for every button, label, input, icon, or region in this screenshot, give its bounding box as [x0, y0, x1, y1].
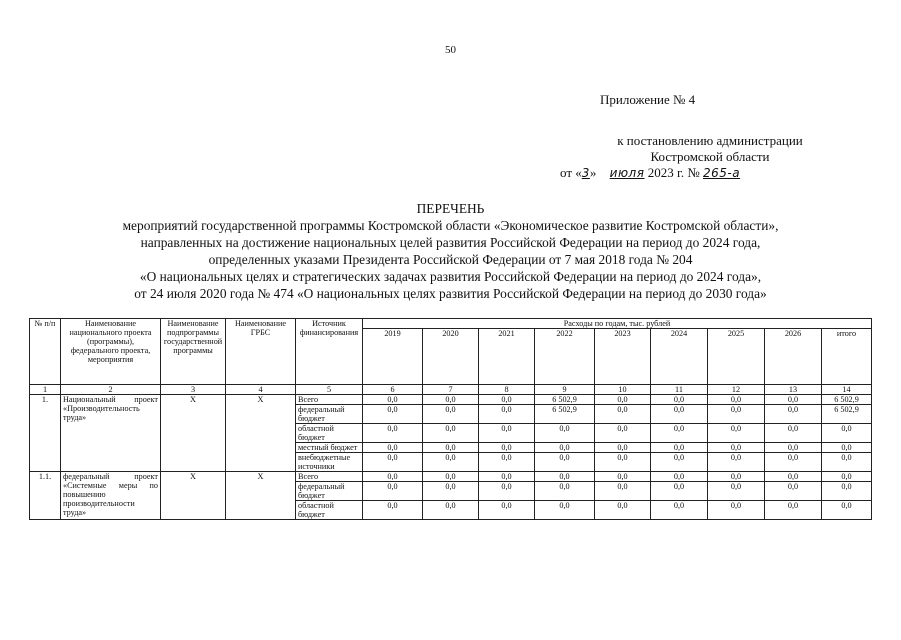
year-value-cell: 0,0: [765, 453, 822, 472]
year-value-cell: 0,0: [535, 424, 595, 443]
total-value-cell: 6 502,9: [822, 405, 872, 424]
year-value-cell: 0,0: [708, 501, 765, 520]
column-number: 1: [30, 385, 61, 395]
column-number: 13: [765, 385, 822, 395]
funding-source: внебюджетные источники: [296, 453, 363, 472]
funding-source: областной бюджет: [296, 501, 363, 520]
year-value-cell: 0,0: [595, 395, 651, 405]
column-number: 12: [708, 385, 765, 395]
year-value-cell: 0,0: [535, 482, 595, 501]
year-value-cell: 0,0: [651, 395, 708, 405]
column-number: 10: [595, 385, 651, 395]
year-value-cell: 0,0: [651, 453, 708, 472]
year-value-cell: 0,0: [708, 405, 765, 424]
total-value-cell: 6 502,9: [822, 395, 872, 405]
date-mid: »: [589, 165, 597, 180]
year-value-cell: 0,0: [535, 472, 595, 482]
year-value-cell: 6 502,9: [535, 405, 595, 424]
header-year: 2022: [535, 329, 595, 385]
year-value-cell: 0,0: [423, 405, 479, 424]
year-value-cell: 0,0: [423, 453, 479, 472]
year-value-cell: 0,0: [479, 482, 535, 501]
year-value-cell: 0,0: [535, 501, 595, 520]
header-year: 2025: [708, 329, 765, 385]
column-number: 7: [423, 385, 479, 395]
year-value-cell: 0,0: [765, 482, 822, 501]
project-name: федеральный проект «Системные меры по повышению производительности труда»: [61, 472, 161, 520]
year-value-cell: 0,0: [708, 453, 765, 472]
title-line-2: направленных на достижение национальных целей развития Российской Федерации на период до 2024 года,: [140, 235, 761, 250]
year-value-cell: 0,0: [363, 405, 423, 424]
year-value-cell: 0,0: [535, 443, 595, 453]
table-row: [30, 395, 872, 405]
year-value-cell: 0,0: [595, 453, 651, 472]
title-line-1: мероприятий государственной программы Костромской области «Экономическое развитие Костромской области»,: [122, 218, 779, 233]
title-line-3: определенных указами Президента Российской Федерации от 7 мая 2018 года № 204: [208, 252, 693, 267]
year-value-cell: 0,0: [363, 501, 423, 520]
date-month-handwritten: июля: [609, 166, 645, 180]
year-value-cell: 0,0: [363, 482, 423, 501]
column-number: 6: [363, 385, 423, 395]
page-number: 50: [445, 44, 456, 56]
total-value-cell: 0,0: [822, 424, 872, 443]
header-total: итого: [822, 329, 872, 385]
column-number: 14: [822, 385, 872, 395]
year-value-cell: 0,0: [651, 501, 708, 520]
year-value-cell: 6 502,9: [535, 395, 595, 405]
year-value-cell: 0,0: [765, 405, 822, 424]
grbs-cell: X: [226, 472, 296, 520]
year-value-cell: 0,0: [595, 405, 651, 424]
year-value-cell: 0,0: [423, 482, 479, 501]
year-value-cell: 0,0: [423, 443, 479, 453]
header-subprogram: Наименование подпрограммы государственной программы: [161, 319, 226, 385]
funding-source: федеральный бюджет: [296, 405, 363, 424]
year-value-cell: 0,0: [708, 482, 765, 501]
year-value-cell: 0,0: [479, 501, 535, 520]
funding-source: местный бюджет: [296, 443, 363, 453]
year-value-cell: 0,0: [708, 443, 765, 453]
funding-source: федеральный бюджет: [296, 482, 363, 501]
grbs-cell: X: [226, 395, 296, 472]
date-year: 2023 г. №: [647, 165, 700, 180]
column-number: 5: [296, 385, 363, 395]
total-value-cell: 0,0: [822, 472, 872, 482]
row-number: 1.: [30, 395, 61, 472]
project-name: Национальный проект «Производительность труда»: [61, 395, 161, 472]
subprogram-cell: X: [161, 395, 226, 472]
financing-table: [29, 318, 872, 520]
header-year: 2021: [479, 329, 535, 385]
year-value-cell: 0,0: [479, 424, 535, 443]
resolution-reference: [560, 133, 860, 165]
column-number: 8: [479, 385, 535, 395]
year-value-cell: 0,0: [423, 472, 479, 482]
header-year: 2024: [651, 329, 708, 385]
year-value-cell: 0,0: [363, 443, 423, 453]
table-row: [30, 472, 872, 482]
header-grbs: Наименование ГРБС: [226, 319, 296, 385]
year-value-cell: 0,0: [363, 395, 423, 405]
total-value-cell: 0,0: [822, 453, 872, 472]
header-expenses: Расходы по годам, тыс. рублей: [363, 319, 872, 329]
year-value-cell: 0,0: [363, 472, 423, 482]
total-value-cell: 0,0: [822, 443, 872, 453]
year-value-cell: 0,0: [651, 424, 708, 443]
row-number: 1.1.: [30, 472, 61, 520]
resolution-line-1: к постановлению администрации: [617, 133, 803, 148]
subprogram-cell: X: [161, 472, 226, 520]
year-value-cell: 0,0: [651, 472, 708, 482]
year-value-cell: 0,0: [708, 395, 765, 405]
column-number: 4: [226, 385, 296, 395]
year-value-cell: 0,0: [595, 501, 651, 520]
resolution-line-2: Костромской области: [650, 149, 770, 164]
header-project: Наименование национального проекта (программы), федерального проекта, мероприятия: [61, 319, 161, 385]
year-value-cell: 0,0: [423, 395, 479, 405]
year-value-cell: 0,0: [765, 395, 822, 405]
year-value-cell: 0,0: [479, 443, 535, 453]
year-value-cell: 0,0: [708, 424, 765, 443]
title-line-5: от 24 июля 2020 года № 474 «О национальных целях развития Российской Федерации на период до 2030 года»: [134, 286, 767, 301]
header-no: № п/п: [30, 319, 61, 385]
year-value-cell: 0,0: [363, 453, 423, 472]
year-value-cell: 0,0: [651, 482, 708, 501]
total-value-cell: 0,0: [822, 501, 872, 520]
year-value-cell: 0,0: [595, 424, 651, 443]
total-value-cell: 0,0: [822, 482, 872, 501]
funding-source: Всего: [296, 472, 363, 482]
year-value-cell: 0,0: [708, 472, 765, 482]
resolution-date-line: [560, 165, 880, 181]
year-value-cell: 0,0: [765, 424, 822, 443]
date-day-handwritten: 3: [581, 166, 590, 180]
column-number: 2: [61, 385, 161, 395]
year-value-cell: 0,0: [595, 482, 651, 501]
year-value-cell: 0,0: [651, 405, 708, 424]
funding-source: областной бюджет: [296, 424, 363, 443]
year-value-cell: 0,0: [595, 472, 651, 482]
year-value-cell: 0,0: [479, 453, 535, 472]
title-line-4: «О национальных целях и стратегических задачах развития Российской Федерации на период до 2024 года»,: [139, 269, 762, 284]
document-title: [30, 200, 871, 302]
year-value-cell: 0,0: [535, 453, 595, 472]
year-value-cell: 0,0: [595, 443, 651, 453]
year-value-cell: 0,0: [765, 472, 822, 482]
header-year: 2019: [363, 329, 423, 385]
header-year: 2026: [765, 329, 822, 385]
column-number-row: [30, 385, 872, 395]
table-body: [30, 395, 872, 520]
column-number: 9: [535, 385, 595, 395]
column-number: 11: [651, 385, 708, 395]
year-value-cell: 0,0: [423, 424, 479, 443]
column-number: 3: [161, 385, 226, 395]
header-year: 2020: [423, 329, 479, 385]
year-value-cell: 0,0: [479, 472, 535, 482]
appendix-label: Приложение № 4: [600, 92, 696, 107]
year-value-cell: 0,0: [765, 501, 822, 520]
header-year: 2023: [595, 329, 651, 385]
funding-source: Всего: [296, 395, 363, 405]
header-source: Источник финансирования: [296, 319, 363, 385]
year-value-cell: 0,0: [479, 405, 535, 424]
year-value-cell: 0,0: [423, 501, 479, 520]
title-heading: ПЕРЕЧЕНЬ: [416, 201, 485, 216]
date-prefix: от «: [560, 165, 582, 180]
year-value-cell: 0,0: [363, 424, 423, 443]
year-value-cell: 0,0: [479, 395, 535, 405]
date-number-handwritten: 265-а: [702, 166, 741, 180]
year-value-cell: 0,0: [651, 443, 708, 453]
year-value-cell: 0,0: [765, 443, 822, 453]
